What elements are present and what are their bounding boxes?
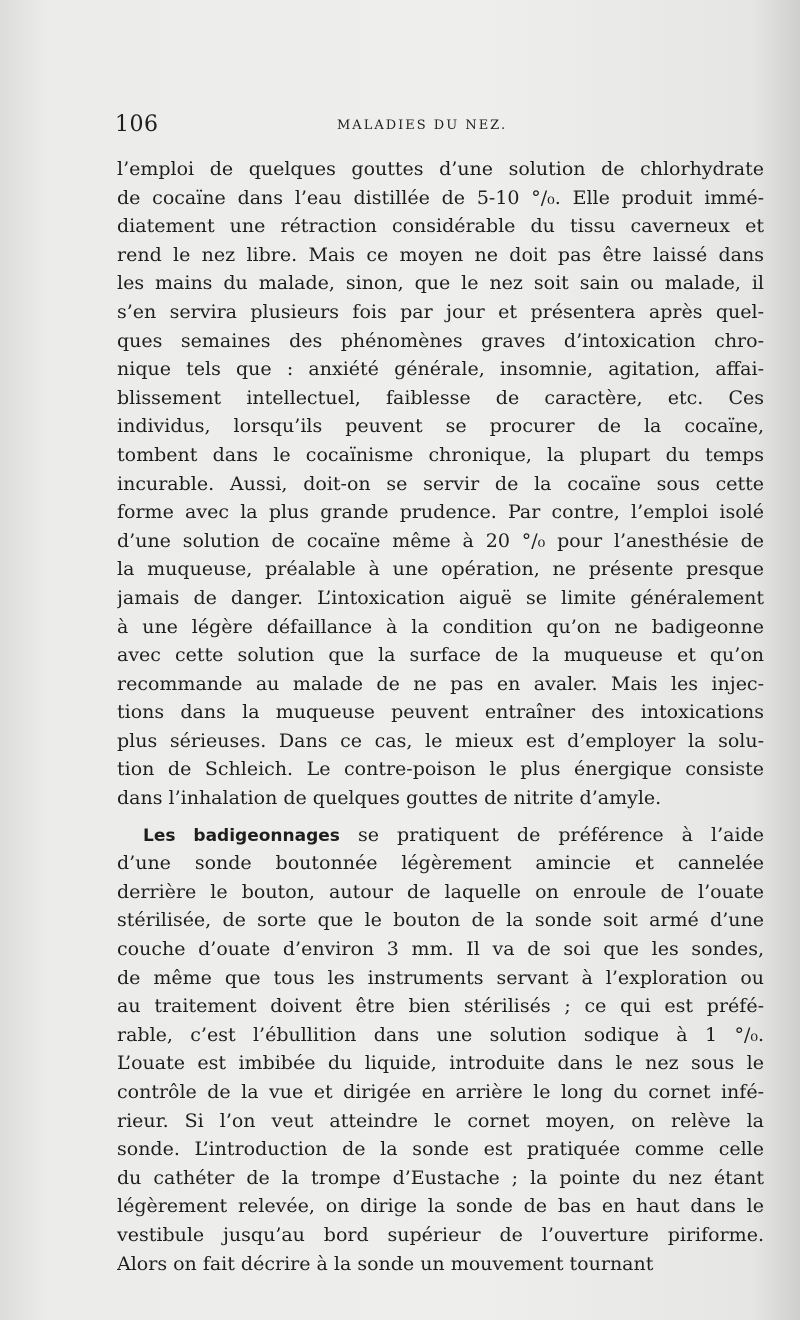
text-line: au traitement doivent être bien stérilisés ; ce qui est préfé- <box>117 995 764 1018</box>
text-line: la muqueuse, préalable à une opération, ne présente presque <box>117 558 764 581</box>
text-line: ques semaines des phénomènes graves d’intoxication chro- <box>117 329 764 352</box>
paragraph-gap <box>117 813 764 821</box>
text-line <box>117 821 764 850</box>
text-line: vestibule jusqu’au bord supérieur de l’ouverture piriforme. <box>117 1223 764 1246</box>
text-line: rend le nez libre. Mais ce moyen ne doit pas être laissé dans <box>117 243 764 266</box>
text-line: plus sérieuses. Dans ce cas, le mieux est d’employer la solu- <box>117 729 764 752</box>
text-line: individus, lorsqu’ils peuvent se procurer de la cocaïne, <box>117 415 764 438</box>
text-line: rieur. Si l’on veut atteindre le cornet moyen, on relève la <box>117 1109 764 1132</box>
text-line: recommande au malade de ne pas en avaler. Mais les injec- <box>117 672 764 695</box>
running-head: MALADIES DU NEZ. <box>337 118 508 133</box>
text-line: les mains du malade, sinon, que le nez soit sain ou malade, il <box>117 272 764 295</box>
text-line: diatement une rétraction considérable du tissu caverneux et <box>117 215 764 238</box>
paragraph-cocaine <box>117 155 764 813</box>
text-line: avec cette solution que la surface de la muqueuse et qu’on <box>117 644 764 667</box>
text-line: tion de Schleich. Le contre-poison le plus énergique consiste <box>117 758 764 781</box>
text-line: dans l’inhalation de quelques gouttes de nitrite d’amyle. <box>117 787 662 810</box>
text-line: à une légère défaillance à la condition qu’on ne badigeonne <box>117 615 764 638</box>
text-line: d’une sonde boutonnée légèrement amincie et cannelée <box>117 852 764 875</box>
text-line: incurable. Aussi, doit-on se servir de la cocaïne sous cette <box>117 472 764 495</box>
text-line: contrôle de la vue et dirigée en arrière le long du cornet infé- <box>117 1081 764 1103</box>
paragraph-badigeonnages <box>117 821 764 1279</box>
text-line: L’ouate est imbibée du liquide, introduite dans le nez sous le <box>117 1052 764 1075</box>
text-line: jamais de danger. L’intoxication aiguë se limite généralement <box>117 586 764 609</box>
text-line: couche d’ouate d’environ 3 mm. Il va de soi que les sondes, <box>117 938 764 961</box>
text-line: nique tels que : anxiété générale, insomnie, agitation, affai- <box>117 358 764 381</box>
text-line: blissement intellectuel, faiblesse de caractère, etc. Ces <box>117 386 764 409</box>
page-header <box>115 112 770 144</box>
text-line: derrière le bouton, autour de laquelle on enroule de l’ouate <box>117 880 764 903</box>
text-line: d’une solution de cocaïne même à 20 °/₀ pour l’anesthésie de <box>117 529 764 552</box>
text-line: rable, c’est l’ébullition dans une solution sodique à 1 °/₀. <box>117 1023 764 1046</box>
page-number: 106 <box>115 112 159 137</box>
bold-term: Les badigeonnages <box>143 825 340 846</box>
text-line: l’emploi de quelques gouttes d’une solution de chlorhydrate <box>117 158 764 180</box>
text-line: tions dans la muqueuse peuvent entraîner des intoxications <box>117 701 764 724</box>
text-line: stérilisée, de sorte que le bouton de la sonde soit armé d’une <box>117 909 764 932</box>
text-line: du cathéter de la trompe d’Eustache ; la pointe du nez étant <box>117 1166 764 1189</box>
text-line: Alors on fait décrire à la sonde un mouvement tournant <box>117 1252 654 1275</box>
text-line: légèrement relevée, on dirige la sonde de bas en haut dans le <box>117 1195 764 1218</box>
text-line-rest: se pratiquent de préférence à l’aide <box>339 823 764 846</box>
text-line: tombent dans le cocaïnisme chronique, la plupart du temps <box>117 443 764 466</box>
body-text <box>117 155 764 1278</box>
text-line: sonde. L’introduction de la sonde est pratiquée comme celle <box>117 1138 764 1161</box>
text-line: forme avec la plus grande prudence. Par contre, l’emploi isolé <box>117 501 764 524</box>
text-line: s’en servira plusieurs fois par jour et présentera après quel- <box>117 300 764 323</box>
text-line: de même que tous les instruments servant à l’exploration ou <box>117 966 764 989</box>
text-line: de cocaïne dans l’eau distillée de 5-10 °/₀. Elle produit immé- <box>117 186 764 209</box>
